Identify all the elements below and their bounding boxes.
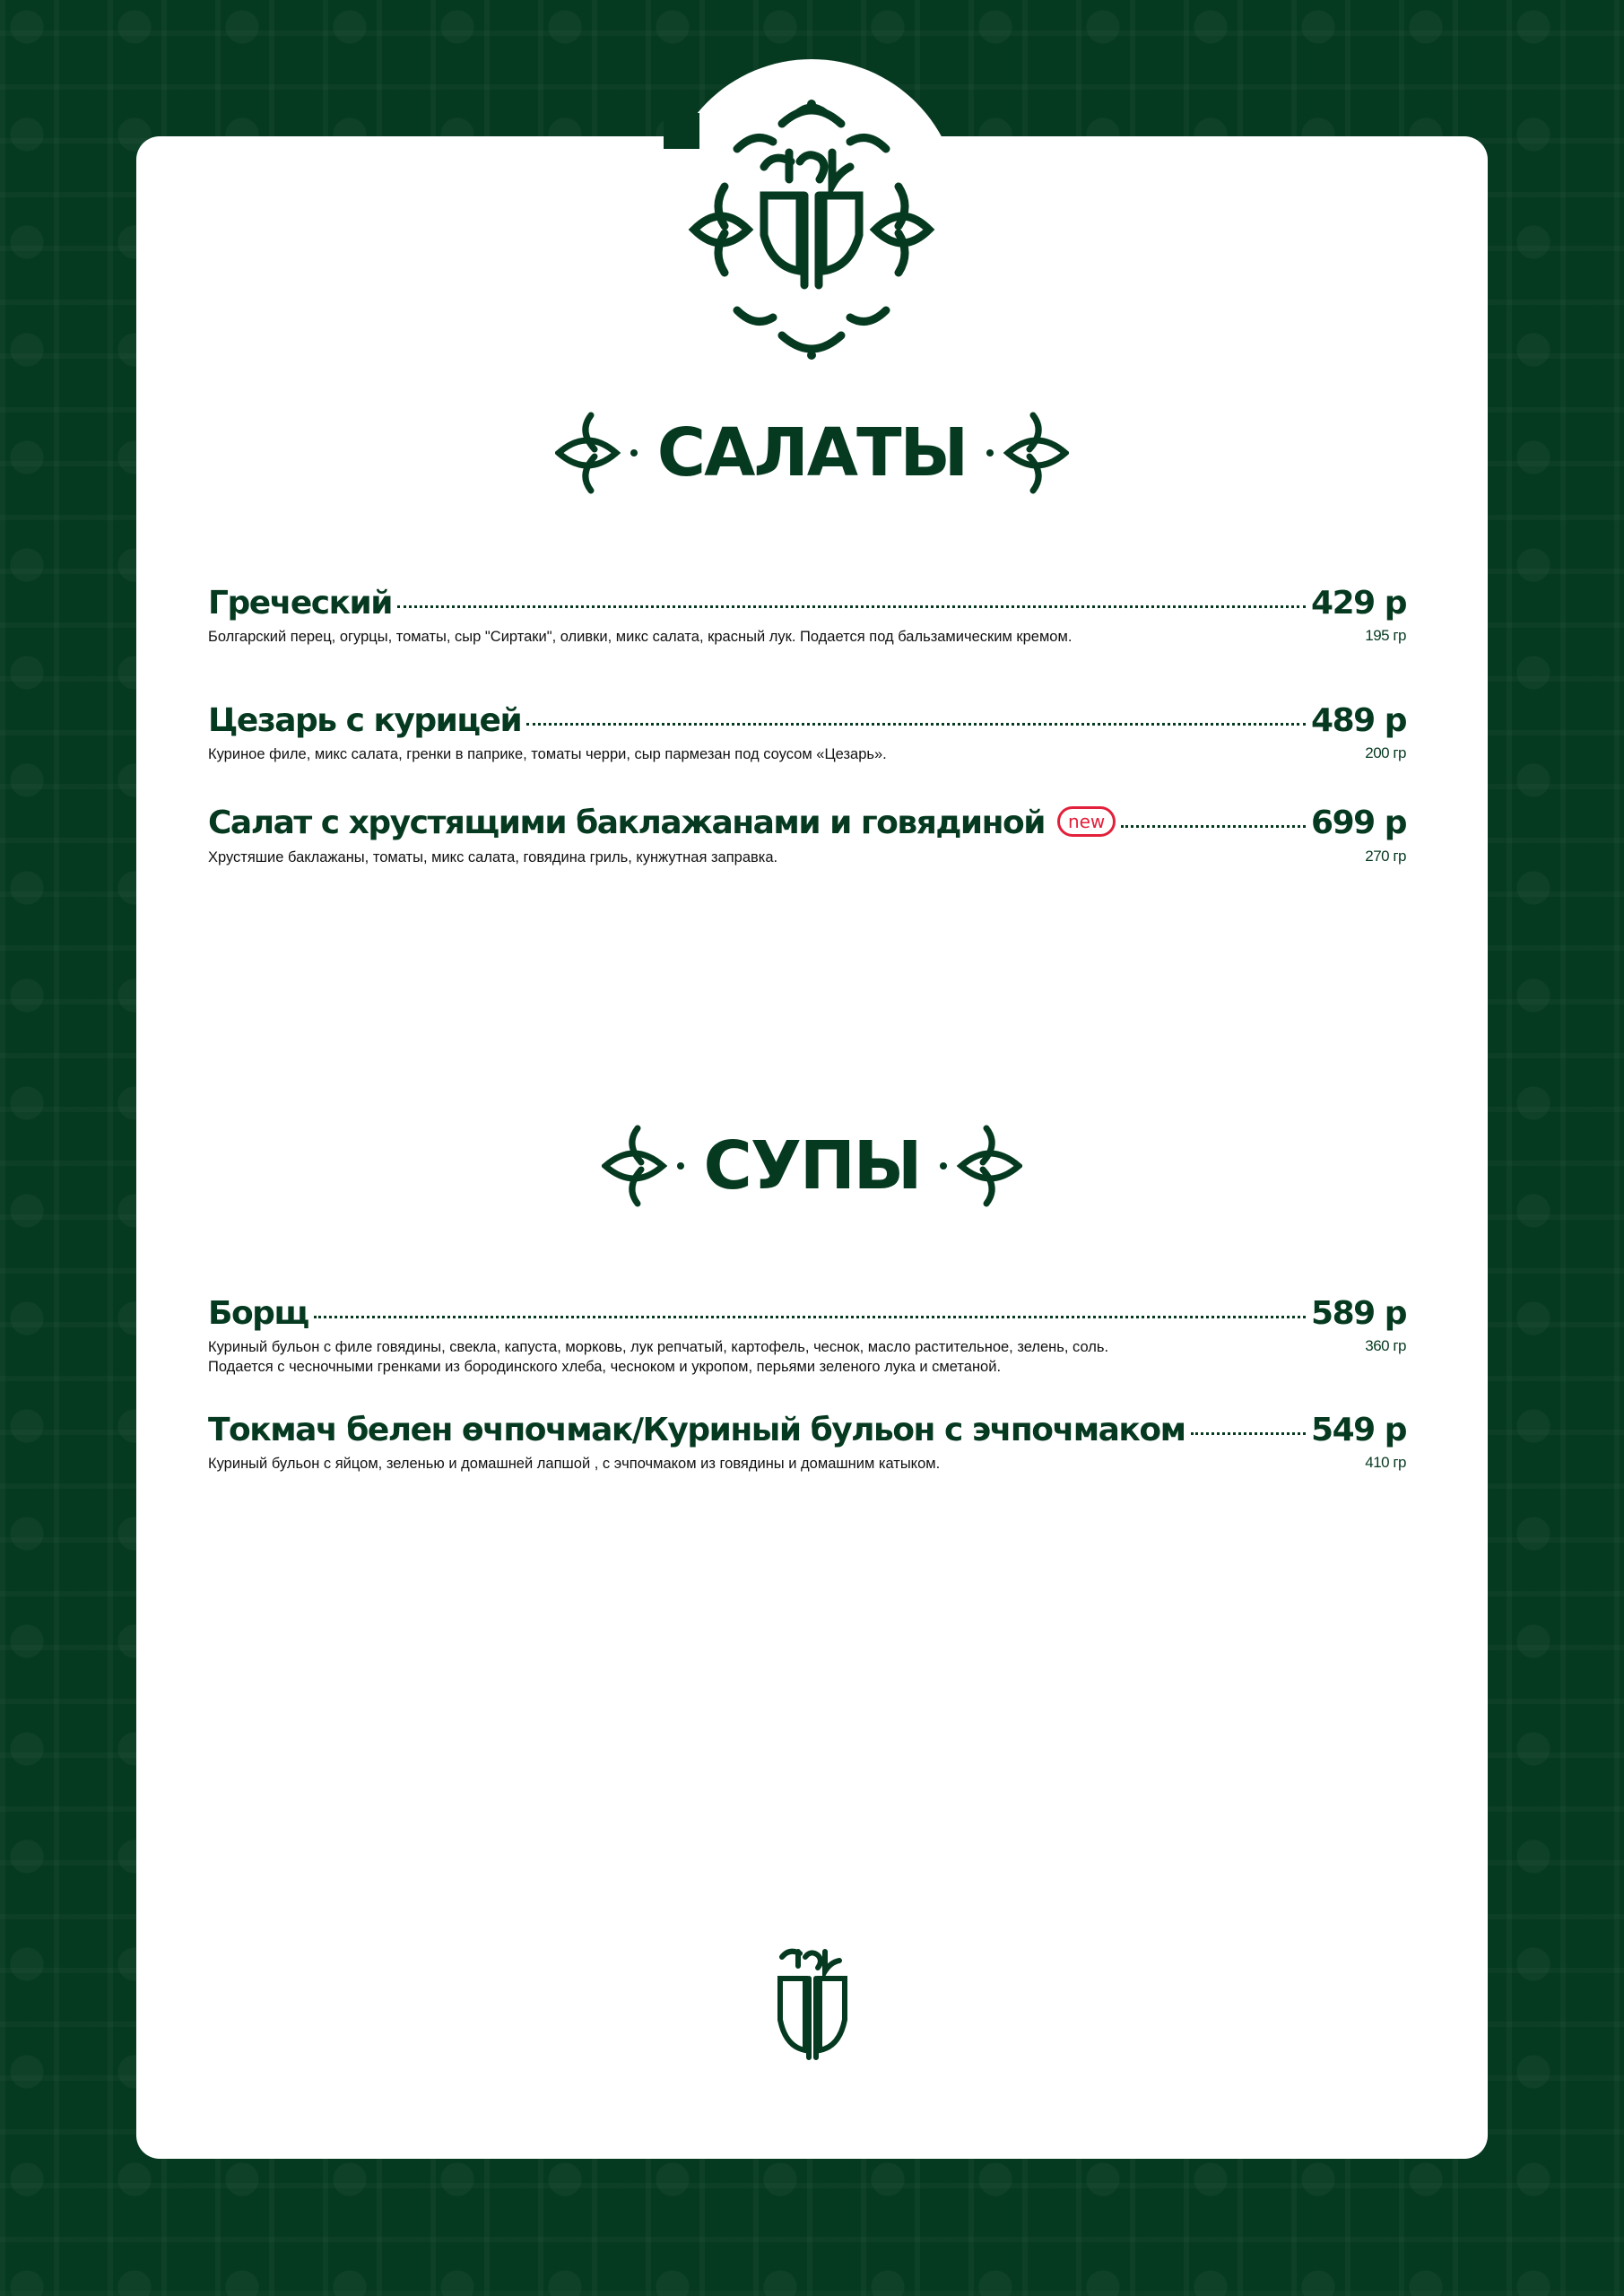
menu-item [208, 1295, 1406, 1377]
chai-logo-icon [777, 1948, 848, 2061]
item-weight: 200 гр [1365, 744, 1406, 761]
item-price: 699 р [1311, 804, 1406, 841]
item-description-line: Куриный бульон с филе говядины, свекла, капуста, морковь, лук репчатый, картофель, чеснок, масло растительное, зелень, соль. [208, 1339, 1109, 1355]
section-title-salads [0, 408, 1624, 498]
item-name: Токмач белен өчпочмак/Куриный бульон с эчпочмаком [208, 1412, 1185, 1448]
item-description: Куриный бульон с яйцом, зеленью и домашней лапшой , с эчпочмаком из говядины и домашним катыком. [208, 1456, 941, 1472]
item-price: 589 р [1311, 1295, 1406, 1332]
menu-item [208, 585, 1406, 647]
item-name: Салат с хрустящими баклажанами и говядиной [208, 804, 1045, 841]
menu-item [208, 804, 1406, 867]
item-name: Цезарь с курицей [208, 702, 522, 739]
section-title-soups [0, 1121, 1624, 1211]
item-description-line: Подается с чесночными гренками из бородинского хлеба, чесноком и укропом, перьями зеленого лука и сметаной. [208, 1359, 1002, 1375]
leaf-ornament-icon [555, 408, 641, 498]
leaf-ornament-icon [602, 1121, 688, 1211]
menu-item [208, 1412, 1406, 1474]
item-description [208, 1337, 1266, 1377]
item-price: 549 р [1311, 1412, 1406, 1448]
item-description: Болгарский перец, огурцы, томаты, сыр "Сиртаки", оливки, микс салата, красный лук. Подается под бальзамическим кремом. [208, 629, 1073, 645]
item-description: Хрустяшие баклажаны, томаты, микс салата, говядина гриль, кунжутная заправка. [208, 849, 778, 865]
chai-ornament-logo-icon [674, 97, 949, 362]
dot-leader [397, 605, 1306, 608]
item-price: 489 р [1311, 702, 1406, 739]
dot-leader [526, 723, 1306, 726]
new-badge: new [1057, 806, 1116, 837]
item-price: 429 р [1311, 585, 1406, 622]
item-weight: 360 гр [1365, 1337, 1406, 1354]
item-name: Борщ [208, 1295, 308, 1332]
dot-leader [1121, 825, 1306, 828]
menu-item [208, 702, 1406, 764]
item-name: Греческий [208, 585, 392, 622]
dot-leader [1191, 1432, 1307, 1435]
leaf-ornament-icon [983, 408, 1069, 498]
section-title-text: САЛАТЫ [656, 414, 968, 491]
item-weight: 410 гр [1365, 1454, 1406, 1471]
dot-leader [314, 1316, 1306, 1318]
section-title-text: СУПЫ [703, 1127, 921, 1205]
item-weight: 270 гр [1365, 848, 1406, 865]
item-description: Куриное филе, микс салата, гренки в паприке, томаты черри, сыр пармезан под соусом «Цезарь». [208, 746, 887, 762]
leaf-ornament-icon [936, 1121, 1022, 1211]
item-weight: 195 гр [1365, 627, 1406, 644]
